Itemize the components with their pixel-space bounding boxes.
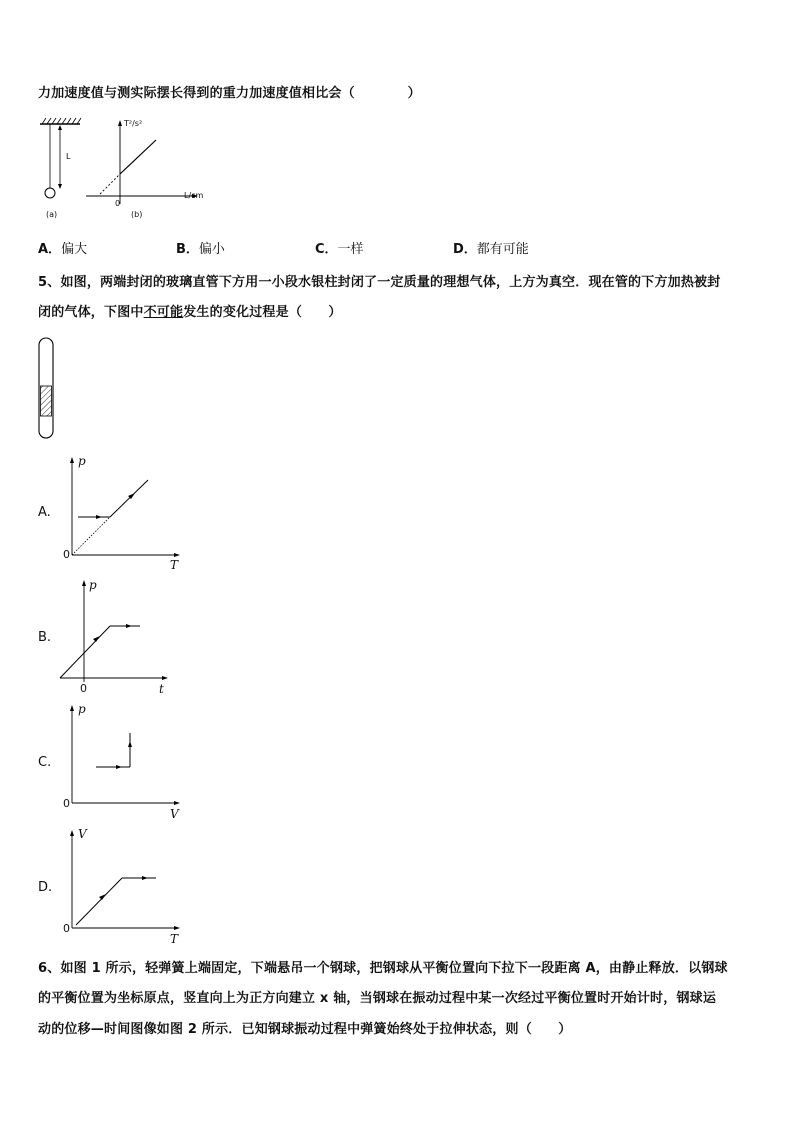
q4-stem-tail: 力加速度值与测实际摆长得到的重力加速度值相比会（ ） — [38, 86, 421, 101]
graph-b — [60, 578, 180, 688]
graph-b-origin: 0 — [80, 682, 87, 695]
graph-a-origin: 0 — [63, 548, 70, 561]
graph-c-origin: 0 — [63, 797, 70, 810]
q6-stem-line2: 的平衡位置为坐标原点，竖直向上为正方向建立 x 轴，当钢球在振动过程中某一次经过平衡位置时开始计时，钢球运 — [38, 991, 717, 1006]
q4-figure — [36, 112, 226, 222]
graph-c — [62, 703, 182, 813]
graph-a-x-axis-label: T — [170, 558, 179, 572]
q5-stem-line1: 5、如图，两端封闭的玻璃直管下方用一小段水银柱封闭了一定质量的理想气体，上方为真空．现在管的下方加热被封 — [38, 275, 721, 290]
graph-c-y-axis-label: p — [78, 702, 86, 716]
glass-tube-figure — [36, 336, 56, 440]
graph-d-origin: 0 — [63, 922, 70, 935]
q4-option-d[interactable]: D．都有可能 — [453, 242, 529, 257]
graph-b-x-axis-label: t — [159, 682, 164, 696]
q6-stem-line1: 6、如图 1 所示，轻弹簧上端固定，下端悬吊一个钢球，把钢球从平衡位置向下拉下一段距离 A，由静止释放．以钢球 — [38, 961, 728, 976]
graph-a — [62, 455, 182, 565]
q4-y-axis-label: T²/s² — [124, 119, 143, 128]
q5-option-b-letter[interactable]: B. — [38, 630, 52, 645]
q6-stem-line3: 动的位移—时间图像如图 2 所示．已知钢球振动过程中弹簧始终处于拉伸状态，则（ ） — [38, 1022, 572, 1037]
q4-caption-a: (a) — [46, 210, 58, 219]
graph-b-y-axis-label: p — [89, 578, 97, 592]
q5-option-c-letter[interactable]: C. — [38, 755, 52, 770]
graph-c-x-axis-label: V — [170, 807, 179, 821]
q4-option-c[interactable]: C．一样 — [315, 242, 364, 257]
graph-a-y-axis-label: p — [78, 454, 86, 468]
graph-d-x-axis-label: T — [170, 932, 179, 946]
q4-option-b[interactable]: B．偏小 — [176, 242, 225, 257]
graph-d-y-axis-label: V — [78, 827, 87, 841]
q4-caption-b: (b) — [131, 210, 143, 219]
q4-origin-label: 0 — [115, 199, 121, 208]
q5-stem-line2: 闭的气体，下图中不可能发生的变化过程是（ ） — [38, 305, 342, 320]
q5-option-d-letter[interactable]: D. — [38, 880, 53, 895]
q4-x-axis-label: L/cm — [184, 191, 204, 200]
graph-d — [62, 828, 182, 938]
q4-option-a[interactable]: A．偏大 — [38, 242, 88, 257]
q4-label-l: L — [66, 152, 71, 161]
q5-option-a-letter[interactable]: A. — [38, 505, 51, 520]
